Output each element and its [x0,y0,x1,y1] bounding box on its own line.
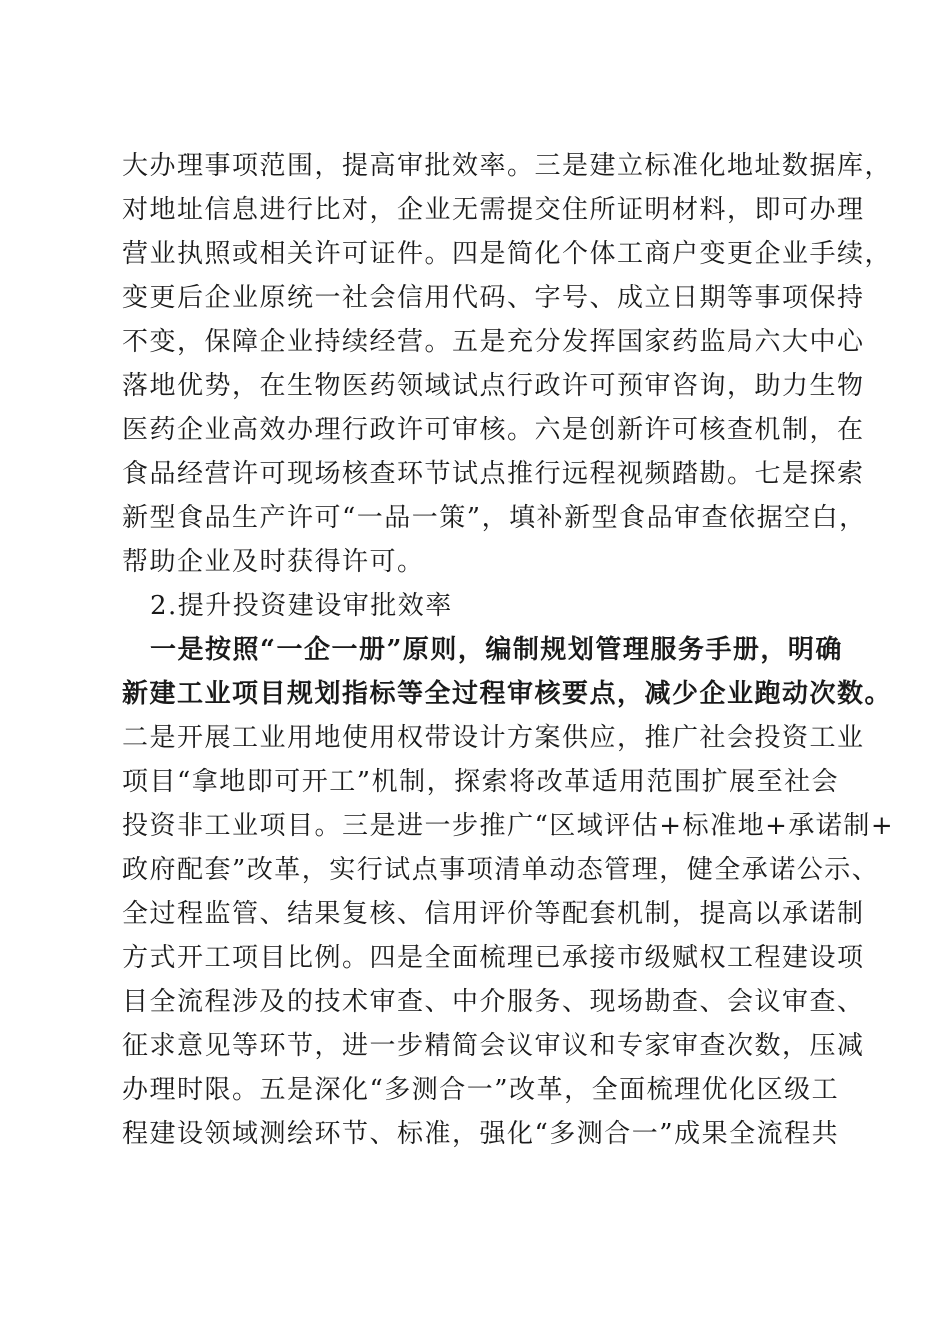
body-text-line: 方式开工项目比例。四是全面梳理已承接市级赋权工程建设项 [122,943,865,973]
body-text-line: 帮助企业及时获得许可。 [122,547,425,577]
section-heading: 2.提升投资建设审批效率 [150,591,453,621]
body-text-line: 医药企业高效办理行政许可审核。六是创新许可核查机制，在 [122,415,865,445]
body-text-line: 投资非工业项目。三是进一步推广“区域评估+标准地+承诺制+ [122,811,895,841]
body-text-line: 落地优势，在生物医药领域试点行政许可预审咨询，助力生物 [122,371,865,401]
body-text-line: 程建设领域测绘环节、标准，强化“多测合一”成果全流程共 [122,1119,840,1149]
body-text-line: 政府配套”改革，实行试点事项清单动态管理，健全承诺公示、 [122,855,880,885]
body-text-line: 二是开展工业用地使用权带设计方案供应，推广社会投资工业 [122,723,865,753]
body-text-line: 大办理事项范围，提高审批效率。三是建立标准化地址数据库， [122,151,893,181]
body-text-line: 对地址信息进行比对，企业无需提交住所证明材料，即可办理 [122,195,865,225]
body-text-line: 食品经营许可现场核查环节试点推行远程视频踏勘。七是探索 [122,459,865,489]
body-text-line: 变更后企业原统一社会信用代码、字号、成立日期等事项保持 [122,283,865,313]
body-text-line: 全过程监管、结果复核、信用评价等配套机制，提高以承诺制 [122,899,865,929]
body-text-line: 目全流程涉及的技术审查、中介服务、现场勘查、会议审查、 [122,987,865,1017]
bold-text-line: 新建工业项目规划指标等全过程审核要点，减少企业跑动次数。 [122,679,893,709]
bold-text-line: 一是按照“一企一册”原则，编制规划管理服务手册，明确 [150,635,843,665]
body-text-line: 新型食品生产许可“一品一策”，填补新型食品审查依据空白， [122,503,867,533]
body-text-line: 不变，保障企业持续经营。五是充分发挥国家药监局六大中心 [122,327,865,357]
body-text-line: 征求意见等环节，进一步精简会议审议和专家审查次数，压减 [122,1031,865,1061]
body-text-line: 办理时限。五是深化“多测合一”改革，全面梳理优化区级工 [122,1075,840,1105]
body-text-line: 项目“拿地即可开工”机制，探索将改革适用范围扩展至社会 [122,767,840,797]
body-text-line: 营业执照或相关许可证件。四是简化个体工商户变更企业手续， [122,239,893,269]
